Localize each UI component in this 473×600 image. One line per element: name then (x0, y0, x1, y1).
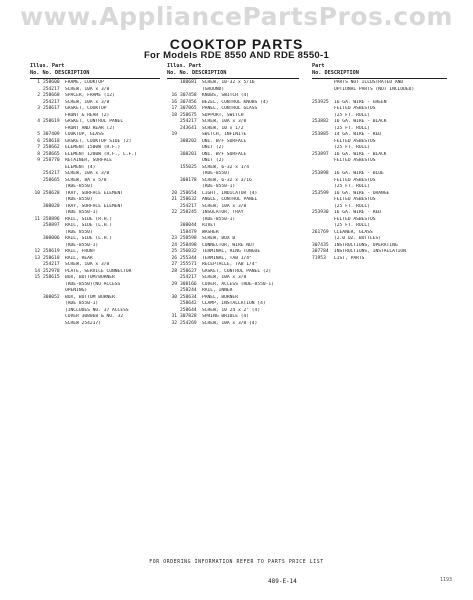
part-description: (GROUND) (202, 86, 225, 92)
parts-row (312, 256, 439, 263)
part-number: 254269 (180, 320, 197, 326)
illus-number: 24 (171, 242, 177, 248)
part-description: (25 FT. ROLL) (334, 184, 370, 189)
illus-number: 13 (34, 255, 40, 261)
part-number: 258619 (43, 249, 60, 254)
column-2-header-line-1: Illus. Part (167, 63, 202, 69)
part-description: OPENING) (65, 288, 88, 293)
part-description: (RDE-8550-1) (202, 184, 236, 189)
part-description: (RDE-8550) (65, 197, 93, 202)
illus-number: 1 (37, 80, 40, 85)
column-3-header-line-1: Part (312, 63, 325, 69)
illus-number (28, 321, 43, 328)
column-3-header (312, 63, 359, 77)
part-number: 254217 (43, 262, 60, 267)
part-number: 158479 (180, 229, 197, 235)
illus-number: 3 (37, 106, 40, 111)
column-1-header-line-2: No. No. DESCRIPTION (30, 70, 90, 76)
parts-column-2 (165, 80, 290, 327)
part-number: 307456 (180, 99, 197, 105)
part-description: BEZEL, CONTROL KNOBS (4) (202, 99, 269, 105)
part-description: (RDE 8550-1) (65, 210, 99, 215)
part-description: (25 FT. ROLL) (334, 223, 370, 228)
illus-number: 5 (37, 132, 40, 137)
part-number: 307828 (180, 314, 197, 319)
part-number: 253930 (312, 210, 329, 215)
part-description: PANEL, BURNER (202, 294, 238, 300)
part-number: 254217 (180, 119, 197, 124)
part-number: 254217 (43, 99, 60, 105)
illus-number: 22 (171, 210, 177, 215)
part-description: PARTS NOT ILLUSTRATED AND (334, 80, 404, 85)
illus-number: 16 (171, 99, 177, 105)
part-description: (RDE 8550-1) (65, 301, 99, 306)
part-description: INSTRUCTIONS, INSTALLATION (334, 249, 406, 254)
part-number: 258896 (43, 216, 60, 222)
part-number: 258642 (180, 301, 197, 306)
part-description: SCREW, 10A x 3/8 (65, 262, 110, 267)
part-description: RAIL, FRONT (65, 249, 96, 254)
part-number: 258628 (43, 190, 60, 196)
part-description: (RDE-8550-1) (202, 216, 236, 222)
part-number (43, 321, 65, 328)
part-description: BOX, BOTTOM BURNER (65, 294, 115, 300)
part-description: TRAY, SURFACE ELEMENT (65, 190, 124, 196)
part-number: 155025 (180, 164, 197, 170)
watermark: www.AppliancePartsPros.com (20, 2, 453, 31)
parts-row (28, 321, 153, 328)
part-description: 16 GA. WIRE - BLACK (334, 119, 387, 124)
part-description: RAIL, SIDE (L.H.) (65, 223, 113, 228)
part-number: 307784 (312, 249, 329, 254)
part-number: 258654 (180, 190, 197, 196)
part-description: 16 GA. WIRE - BLUE (334, 171, 384, 176)
part-description: SCREW, 10 x 1/2 (202, 125, 244, 131)
part-description: SCREW, 10A x 3/8 (65, 171, 110, 176)
part-description: SCREW, 10A x 3/8 (4) (202, 320, 258, 326)
part-number: 258498 (180, 242, 197, 248)
part-description: (INCLUDES NO. 37 ACCESS (65, 307, 129, 313)
part-number: 308006 (43, 236, 60, 241)
illus-number: 30 (171, 294, 177, 300)
illus-number: 28 (171, 268, 177, 274)
parts-column-3 (312, 80, 439, 262)
part-description: 16 GA. WIRE - RED (334, 210, 382, 215)
part-description: 16 GA. WIRE - GREEN (334, 99, 387, 105)
parts-column-1 (28, 80, 153, 327)
part-description: INSULATOR, TRAY (202, 210, 244, 215)
part-number: 258598 (180, 236, 197, 241)
part-number: 254217 (43, 171, 60, 176)
column-3-rule (312, 78, 447, 79)
part-description: RAIL, INNER (202, 288, 233, 293)
part-number: 258668 (43, 93, 60, 98)
part-number: 252978 (43, 268, 60, 274)
column-2-header-line-2: No. No. DESCRIPTION (167, 70, 227, 76)
illus-number: 9 (37, 158, 40, 163)
part-number: 258244 (180, 288, 197, 293)
illus-number: 18 (171, 112, 177, 118)
part-description: (RDE-8550) (202, 171, 230, 176)
illus-number: 15 (34, 275, 40, 280)
part-number: 258619 (43, 119, 60, 124)
part-description: FELTED ASBESTOS (334, 158, 376, 163)
parts-row (165, 321, 290, 328)
part-description: SPACER, FRAME (12) (65, 93, 115, 98)
part-description: 16 GA. WIRE - BLACK (334, 151, 387, 157)
part-description: UNI. W/F SURFACE (202, 151, 247, 157)
part-description: ELEMENT 1200W (R.F., L.F.) (65, 151, 137, 157)
part-number: 258662 (43, 145, 60, 150)
part-number: 261769 (312, 229, 329, 235)
part-description: TERMINAL, TAB 1/4" (202, 255, 252, 261)
part-description: COVER, ACCESS (RDE-8550-1) (202, 281, 274, 287)
column-1-header-line-1: Illus. Part (30, 63, 65, 69)
part-number: 253898 (312, 171, 329, 176)
part-number: 258627 (180, 268, 197, 274)
part-number: 258632 (180, 197, 197, 202)
illus-number: 6 (37, 138, 40, 144)
illus-number: 4 (37, 119, 40, 124)
part-description: (RDE 8550) (65, 229, 93, 235)
illus-number: 14 (34, 268, 40, 274)
illus-number: 27 (171, 262, 177, 267)
part-number: 258617 (43, 106, 60, 111)
illus-number: 31 (171, 314, 177, 319)
part-number: 308178 (180, 177, 197, 183)
part-number: 258634 (180, 294, 197, 300)
illus-number: 26 (171, 255, 177, 261)
part-description: SCREW, 10A x 3/8 (202, 275, 247, 280)
part-description: FRONT & REAR (2) (65, 112, 110, 118)
part-description: FRAME, COOKTOP (65, 80, 104, 85)
part-number: 308202 (180, 138, 197, 144)
illus-number: 32 (171, 320, 177, 326)
part-number: 253599 (312, 190, 329, 196)
part-description: SCREW, 8A x 5/8 (65, 177, 107, 183)
illus-number: 20 (171, 190, 177, 196)
part-number: 254217 (43, 86, 60, 92)
part-number: 308020 (43, 203, 60, 209)
part-description: (2.0 OZ. BOTTLES) (334, 236, 382, 241)
part-description: OPTIONAL PARTS (NOT INCLUDED) (334, 86, 415, 92)
part-number: 188681 (180, 80, 197, 85)
part-description: SCREW, 6-32 x 3/16 (202, 177, 252, 183)
part-description: CLAMP, INSTALLATION (4) (202, 301, 266, 306)
illus-number: 23 (171, 236, 177, 241)
part-description: BOX, BOTTOM/BURNER (65, 275, 115, 280)
part-description: CONNECTOR, WIRE NUT (202, 242, 255, 248)
part-number: 307435 (312, 242, 329, 248)
part-description: COVER 308068 & NO. 32 (65, 314, 124, 319)
part-number: 258897 (43, 223, 60, 228)
illus-number: 29 (171, 281, 177, 287)
part-description: (25 FT. ROLL) (334, 203, 370, 209)
part-description: CLEANER, GLASS (334, 229, 373, 235)
illus-number: 12 (34, 249, 40, 254)
part-number: 308044 (180, 223, 197, 228)
illus-number: 19 (171, 132, 177, 137)
part-description: SCREW, BOX B (202, 236, 236, 241)
part-description: SCREW, 10A x 3/8 (65, 99, 110, 105)
part-description: GASKET, CONTROL PANEL (2) (202, 268, 272, 274)
part-description: PANEL, CONTROL GLASS (202, 106, 258, 111)
part-description: SCREW, 10-32 x 5/16 (202, 80, 255, 85)
part-description: 16 GA. WIRE - ORANGE (334, 190, 390, 196)
ordering-footer: FOR ORDERING INFORMATION REFER TO PARTS PRICE LIST (149, 560, 324, 565)
part-description: ANGLE, CONTROL PANEL (202, 197, 258, 202)
part-description: SPRING BRIDLE (4) (202, 314, 250, 319)
part-number: 308201 (180, 151, 197, 157)
illus-number: 8 (37, 151, 40, 157)
part-description: (25 FT. ROLL) (334, 125, 370, 131)
part-number: 258644 (180, 307, 197, 313)
part-description: FELTED ASBESTOS (334, 197, 376, 202)
illus-number: 16 (171, 93, 177, 98)
part-number: 258615 (43, 275, 60, 280)
part-description: FELTED ASBESTOS (334, 177, 376, 183)
part-number: 255571 (180, 262, 197, 267)
part-number: 254217 (180, 203, 197, 209)
part-number: 258675 (180, 112, 197, 118)
page-subtitle: For Models RDE 8550 AND RDE 8550-1 (143, 50, 330, 61)
part-description: SWITCH, INFINITE (202, 132, 247, 137)
part-description: GASKET, CONTROL PANEL (65, 119, 124, 124)
part-description: UNIT (2) (202, 145, 225, 150)
part-description: FELTED ASBESTOS (334, 216, 376, 222)
part-number: 71953 (312, 255, 326, 261)
part-description: FRONT AND REAR (2) (65, 125, 115, 131)
part-description: SCREW, 10A x 3/8 (202, 203, 247, 209)
part-description: FELTED ASBESTOS (334, 106, 376, 111)
part-number: 258770 (43, 158, 60, 163)
illus-number: 2 (37, 93, 40, 98)
illus-number: 10 (34, 190, 40, 196)
part-description: RAIL, REAR (65, 255, 93, 261)
corner-mark: 1193 (440, 577, 453, 583)
part-number: 308166 (180, 281, 197, 287)
part-description: SCREW, 10A x 3/8 (65, 86, 110, 92)
illus-number: 11 (34, 216, 40, 222)
part-description: LIGHT, INDICATOR (4) (202, 190, 258, 196)
part-description: WASHER (202, 229, 219, 235)
part-number: 258665 (43, 177, 60, 183)
column-1-rule (30, 78, 160, 79)
part-number: 258618 (43, 255, 60, 261)
column-3-header-line-2: No. DESCRIPTION (312, 70, 359, 76)
column-2-rule (167, 78, 299, 79)
part-number: 253885 (312, 132, 329, 137)
part-number: 258618 (43, 138, 60, 144)
part-number: 253925 (312, 99, 329, 105)
illus-number: 25 (171, 249, 177, 254)
part-description: INSTRUCTIONS, OPERATING (334, 242, 398, 248)
part-description: RAIL, SIDE (L.H.) (65, 236, 113, 241)
part-description: ELEMENT (4) (65, 164, 96, 170)
part-description: RECEPTACLE, TAB 1/4" (202, 262, 258, 267)
illus-number: 21 (171, 197, 177, 202)
part-number: 253897 (312, 151, 329, 157)
column-1-header (30, 63, 89, 77)
part-description: SCREW, 10A x 3/8 (202, 119, 247, 124)
part-description: SCREW 254217) (65, 320, 101, 326)
part-description: (RDE-8550)(NO ACCESS (65, 281, 121, 287)
part-description: GASKET, COOKTOP SIDE (2) (65, 138, 132, 144)
part-number: 258665 (43, 151, 60, 157)
part-description: RETAINER, SURFACE (65, 158, 113, 163)
part-description: (25 FT. ROLL) (334, 145, 370, 150)
part-number: 256032 (180, 249, 197, 254)
part-description: KNOBS, SWITCH (4) (202, 93, 250, 98)
part-description: ELEMENT 1500W (R.F.) (65, 145, 121, 150)
part-number: 307409 (43, 132, 60, 137)
part-description: RIVET (202, 223, 216, 228)
part-number: 258245 (180, 210, 197, 215)
illus-number: 7 (37, 145, 40, 150)
part-description: UNIT (2) (202, 158, 225, 163)
part-number: 307458 (180, 93, 197, 98)
part-number: 253882 (312, 119, 329, 124)
part-number: 308052 (43, 294, 60, 300)
illus-number: 17 (171, 106, 177, 111)
part-description: TERMINAL, RING TONGUE (202, 249, 261, 254)
part-description: FELTED ASBESTOS (334, 138, 376, 144)
part-description: SCREW, 6-32 x 1/4 (202, 164, 250, 170)
part-description: TRAY, SURFACE ELEMENT (65, 203, 124, 209)
part-description: COOKTOP, GLASS (65, 132, 104, 137)
part-number: 255344 (180, 255, 197, 261)
part-number: 258600 (43, 80, 60, 85)
part-number: 243641 (180, 125, 197, 131)
part-description: (RDE-8550-1) (65, 242, 99, 248)
part-description: RAIL, SIDE (R.H.) (65, 216, 113, 222)
part-description: GASKET, COOKTOP (65, 106, 107, 111)
page-title: COOKTOP PARTS (169, 36, 304, 52)
part-description: SUPPORT, SWITCH (202, 112, 244, 118)
column-2-header (167, 63, 226, 77)
part-description: SCREW, 10 24 x 2" (4) (202, 307, 261, 313)
part-number: 307065 (180, 106, 197, 111)
part-description: UNI. W/F SURFACE (202, 138, 247, 144)
part-description: (RDE-8550) (65, 184, 93, 189)
document-code: 489-E-14 (268, 578, 297, 585)
part-description: PLATE, SERVICE CONNECTOR (65, 268, 132, 274)
part-description: LIST, PARTS (334, 255, 365, 261)
part-description: (25 FT. ROLL) (334, 112, 370, 118)
part-number: 254217 (180, 275, 197, 280)
part-description: 14 GA. WIRE - RED (334, 132, 382, 137)
